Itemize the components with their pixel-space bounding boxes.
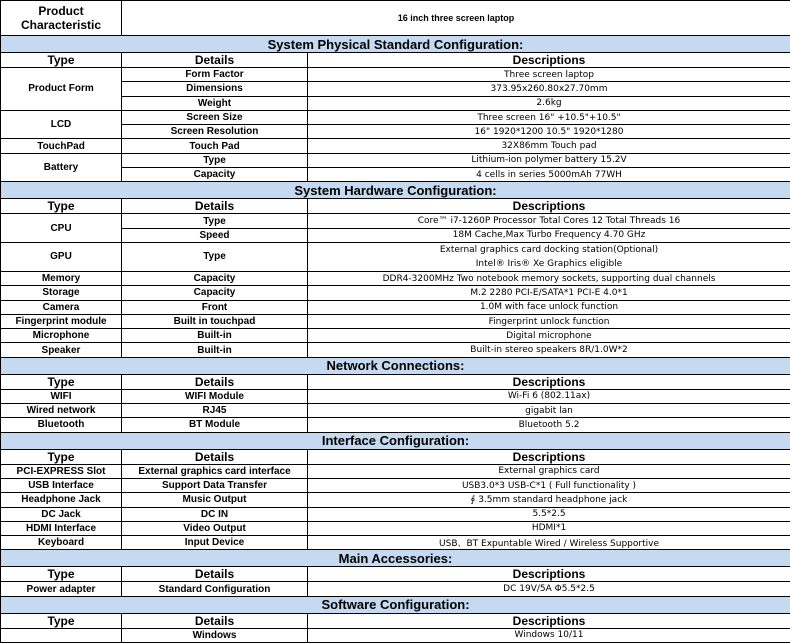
table-row — [1, 389, 790, 403]
row-type: GPU — [1, 242, 122, 271]
row-detail: Built-in — [122, 343, 308, 357]
table-row — [1, 286, 790, 300]
column-header-details: Details — [122, 613, 308, 628]
row-type — [1, 628, 122, 642]
row-type: PCI-EXPRESS Slot — [1, 464, 122, 478]
table-row — [1, 329, 790, 343]
column-header-type: Type — [1, 567, 122, 582]
table-row — [1, 493, 790, 507]
row-description: 4 cells in series 5000mAh 77WH — [308, 168, 790, 182]
row-type: Bluetooth — [1, 418, 122, 432]
table-row — [1, 153, 790, 167]
column-header-details: Details — [122, 199, 308, 214]
product-characteristic-value: 16 inch three screen laptop — [122, 1, 790, 36]
table-row — [1, 536, 790, 550]
row-description: ∮ 3.5mm standard headphone jack — [308, 493, 790, 507]
row-description: 32X86mm Touch pad — [308, 139, 790, 153]
row-type: Battery — [1, 153, 122, 182]
row-detail: Form Factor — [122, 68, 308, 82]
row-type: LCD — [1, 110, 122, 139]
row-detail: Input Device — [122, 536, 308, 550]
section-title: Main Accessories: — [1, 550, 790, 567]
section-header-row — [1, 550, 790, 567]
row-type: WIFI — [1, 389, 122, 403]
row-detail: Type — [122, 153, 308, 167]
row-detail: Capacity — [122, 271, 308, 285]
row-detail: Support Data Transfer — [122, 478, 308, 492]
row-type: USB Interface — [1, 478, 122, 492]
column-header-row — [1, 613, 790, 628]
row-detail: Standard Configuration — [122, 582, 308, 596]
row-detail: Weight — [122, 96, 308, 110]
section-header-row — [1, 182, 790, 199]
row-type: Memory — [1, 271, 122, 285]
row-detail: BT Module — [122, 418, 308, 432]
row-type: Camera — [1, 300, 122, 314]
column-header-row — [1, 53, 790, 68]
column-header-type: Type — [1, 374, 122, 389]
row-description: Lithium-ion polymer battery 15.2V — [308, 153, 790, 167]
column-header-type: Type — [1, 199, 122, 214]
section-title: Network Connections: — [1, 357, 790, 374]
row-description: gigabit lan — [308, 404, 790, 418]
section-title: Software Configuration: — [1, 596, 790, 613]
row-detail: Type — [122, 242, 308, 271]
row-type: Product Form — [1, 68, 122, 111]
section-title: Interface Configuration: — [1, 432, 790, 449]
table-row — [1, 628, 790, 642]
row-detail: Screen Size — [122, 110, 308, 124]
row-description: Core™ i7-1260P Processor Total Cores 12 Total Threads 16 — [308, 214, 790, 228]
row-detail: Music Output — [122, 493, 308, 507]
table-row — [1, 343, 790, 357]
table-row — [1, 464, 790, 478]
column-header-details: Details — [122, 449, 308, 464]
row-description: HDMI*1 — [308, 521, 790, 535]
column-header-row — [1, 567, 790, 582]
row-detail: Built-in — [122, 329, 308, 343]
row-type: Keyboard — [1, 536, 122, 550]
row-detail: Front — [122, 300, 308, 314]
row-type: HDMI Interface — [1, 521, 122, 535]
table-row — [1, 271, 790, 285]
row-detail: Video Output — [122, 521, 308, 535]
row-detail: Screen Resolution — [122, 125, 308, 139]
table-row — [1, 478, 790, 492]
row-description: Built-in stereo speakers 8R/1.0W*2 — [308, 343, 790, 357]
row-detail: Capacity — [122, 168, 308, 182]
row-type: DC Jack — [1, 507, 122, 521]
row-description: 1.0M with face unlock function — [308, 300, 790, 314]
row-description: Digital microphone — [308, 329, 790, 343]
section-header-row — [1, 36, 790, 53]
column-header-row — [1, 449, 790, 464]
row-detail: Dimensions — [122, 82, 308, 96]
column-header-type: Type — [1, 613, 122, 628]
row-type: Storage — [1, 286, 122, 300]
row-type: Headphone Jack — [1, 493, 122, 507]
row-detail: DC IN — [122, 507, 308, 521]
row-type: Fingerprint module — [1, 314, 122, 328]
row-detail: Type — [122, 214, 308, 228]
row-description: 18M Cache,Max Turbo Frequency 4.70 GHz — [308, 228, 790, 242]
row-detail: WIFI Module — [122, 389, 308, 403]
table-row — [1, 139, 790, 153]
row-type: Wired network — [1, 404, 122, 418]
row-description: Wi-Fi 6 (802.11ax) — [308, 389, 790, 403]
row-description: M.2 2280 PCI-E/SATA*1 PCI-E 4.0*1 — [308, 286, 790, 300]
row-detail: External graphics card interface — [122, 464, 308, 478]
table-row — [1, 214, 790, 228]
table-row — [1, 242, 790, 271]
row-description: External graphics card — [308, 464, 790, 478]
row-description: Bluetooth 5.2 — [308, 418, 790, 432]
row-detail: Speed — [122, 228, 308, 242]
section-header-row — [1, 432, 790, 449]
row-description: 373.95x260.80x27.70mm — [308, 82, 790, 96]
row-detail: Windows — [122, 628, 308, 642]
row-description: USB、BT Expuntable Wired / Wireless Supportive — [308, 536, 790, 550]
column-header-details: Details — [122, 567, 308, 582]
row-description: Fingerprint unlock function — [308, 314, 790, 328]
row-description: Three screen 16" +10.5"+10.5" — [308, 110, 790, 124]
row-description: 16" 1920*1200 10.5" 1920*1280 — [308, 125, 790, 139]
column-header-row — [1, 374, 790, 389]
row-detail: Capacity — [122, 286, 308, 300]
column-header-descriptions: Descriptions — [308, 53, 790, 68]
section-header-row — [1, 357, 790, 374]
row-type: Microphone — [1, 329, 122, 343]
column-header-row — [1, 199, 790, 214]
section-title: System Physical Standard Configuration: — [1, 36, 790, 53]
row-type: Speaker — [1, 343, 122, 357]
table-row — [1, 110, 790, 124]
column-header-descriptions: Descriptions — [308, 449, 790, 464]
column-header-type: Type — [1, 53, 122, 68]
table-row — [1, 314, 790, 328]
row-description: 2.6kg — [308, 96, 790, 110]
table-row — [1, 521, 790, 535]
row-description: DC 19V/5A Φ5.5*2.5 — [308, 582, 790, 596]
row-description: Windows 10/11 — [308, 628, 790, 642]
column-header-descriptions: Descriptions — [308, 199, 790, 214]
table-row — [1, 404, 790, 418]
row-description: DDR4-3200MHz Two notebook memory sockets, supporting dual channels — [308, 271, 790, 285]
row-type: TouchPad — [1, 139, 122, 153]
spec-table-body — [1, 1, 790, 643]
row-detail: RJ45 — [122, 404, 308, 418]
table-row — [1, 582, 790, 596]
section-title: System Hardware Configuration: — [1, 182, 790, 199]
table-row — [1, 507, 790, 521]
row-type: Power adapter — [1, 582, 122, 596]
column-header-type: Type — [1, 449, 122, 464]
column-header-details: Details — [122, 53, 308, 68]
column-header-descriptions: Descriptions — [308, 613, 790, 628]
section-header-row — [1, 596, 790, 613]
row-description: Three screen laptop — [308, 68, 790, 82]
column-header-descriptions: Descriptions — [308, 567, 790, 582]
row-detail: Touch Pad — [122, 139, 308, 153]
row-detail: Built in touchpad — [122, 314, 308, 328]
product-characteristic-label: Product Characteristic — [1, 1, 122, 36]
column-header-descriptions: Descriptions — [308, 374, 790, 389]
table-row — [1, 68, 790, 82]
row-type: CPU — [1, 214, 122, 243]
row-description: External graphics card docking station(Optional) Intel® Iris® Xe Graphics eligible — [308, 242, 790, 271]
column-header-details: Details — [122, 374, 308, 389]
row-description: USB3.0*3 USB-C*1 ( Full functionality ) — [308, 478, 790, 492]
table-row — [1, 300, 790, 314]
row-description: 5.5*2.5 — [308, 507, 790, 521]
title-row — [1, 1, 790, 36]
table-row — [1, 418, 790, 432]
